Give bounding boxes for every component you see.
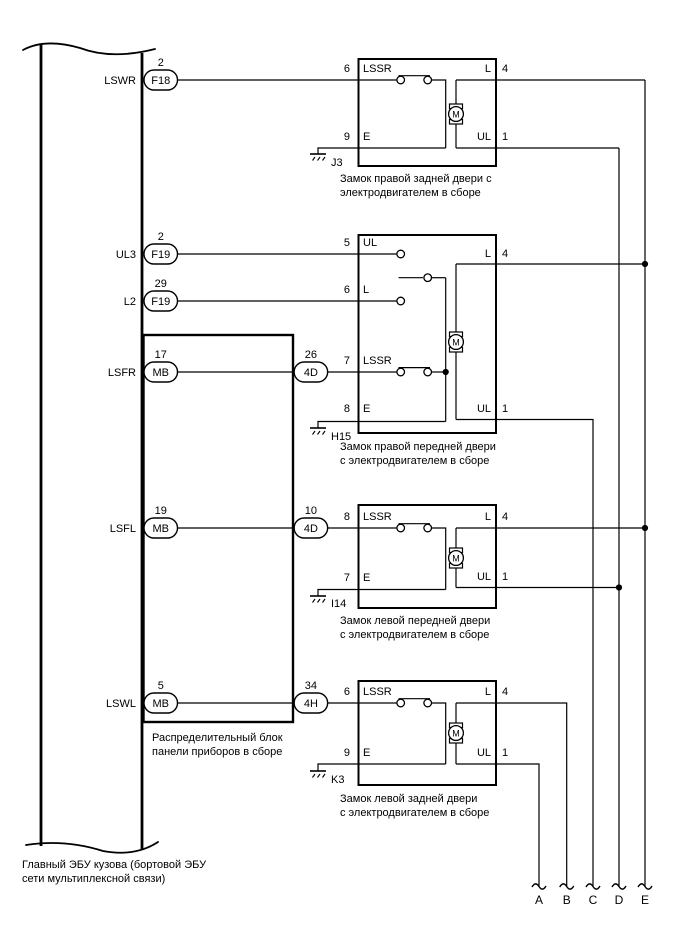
- connector-4d-lsfr-label: 4D: [303, 367, 318, 379]
- k3-pin-ul: UL: [476, 747, 491, 759]
- ground-h15-tick: [313, 431, 316, 435]
- connector-4h-lswl-pin: 34: [304, 680, 318, 692]
- ground-h15-tick: [323, 431, 326, 435]
- connector-f19-a-pin: 2: [157, 231, 164, 243]
- connector-mb-lsfr-label: MB: [152, 367, 169, 379]
- connector-f19-b-label: F19: [151, 296, 171, 308]
- connector-mb-lswl-label: MB: [152, 698, 169, 710]
- h15-pin-e: E: [363, 403, 371, 415]
- j3-pin-ul: UL: [476, 131, 491, 143]
- k3-pin-l: L: [484, 686, 491, 698]
- terminal-e-label: E: [640, 893, 650, 907]
- ground-j3-tick: [318, 157, 321, 161]
- switch-contact: [397, 297, 405, 305]
- h15-pin-l-right: L: [484, 248, 491, 260]
- i14-pin-1: 1: [502, 571, 509, 583]
- junction-dot: [642, 525, 648, 531]
- desc-j3-line1: Замок правой задней двери с: [340, 173, 492, 185]
- ecu-bottom-tear: [26, 842, 158, 853]
- motor-j3-label: M: [452, 109, 460, 120]
- connector-mb-lsfl-pin: 19: [154, 505, 167, 517]
- i14-pin-8: 8: [343, 511, 350, 523]
- ground-k3-tick: [318, 774, 321, 778]
- k3-ground-wire: [318, 764, 359, 771]
- i14-pin-e: E: [363, 572, 371, 584]
- connector-f18-label: F18: [151, 75, 171, 87]
- desc-junction-line2: панели приборов в сборе: [152, 746, 283, 758]
- signal-l2: L2: [123, 296, 136, 308]
- ground-i14-tick: [318, 599, 321, 603]
- desc-k3-line1: Замок левой задней двери: [340, 793, 478, 805]
- signal-lsfl: LSFL: [109, 523, 136, 535]
- h15-pin-ul-name: UL: [363, 237, 378, 249]
- h15-pin-1: 1: [502, 403, 509, 415]
- ground-j3-label: J3: [331, 157, 343, 169]
- connector-f19-b-pin: 29: [154, 278, 167, 290]
- ground-h15-label: H15: [331, 431, 352, 443]
- j3-switch-out: [432, 80, 446, 148]
- door-lock-block-h15: [359, 235, 497, 433]
- desc-j3-line2: электродвигателем в сборе: [340, 187, 481, 199]
- connector-mb-lswl-pin: 5: [157, 680, 164, 692]
- signal-lswl: LSWL: [106, 698, 136, 710]
- connector-mb-lsfl-label: MB: [152, 523, 169, 535]
- j3-pin-lssr: LSSR: [363, 63, 392, 75]
- connector-4d-lsfl-pin: 10: [304, 505, 318, 517]
- desc-k3-line2: с электродвигателем в сборе: [340, 807, 490, 819]
- i14-pin-lssr: LSSR: [363, 511, 392, 523]
- terminal-d-label: D: [614, 893, 624, 907]
- switch-contact: [424, 368, 432, 376]
- junction-dot: [642, 261, 648, 267]
- j3-ground-wire: [318, 148, 359, 154]
- j3-pin-1: 1: [502, 131, 509, 143]
- h15-pin-8: 8: [343, 403, 350, 415]
- signal-ul3: UL3: [115, 249, 136, 261]
- ground-j3-tick: [313, 157, 316, 161]
- switch-contact: [397, 250, 405, 258]
- switch-contact: [397, 368, 405, 376]
- desc-i14-line2: с электродвигателем в сборе: [340, 629, 490, 641]
- connector-4d-lsfr-pin: 26: [304, 349, 318, 361]
- switch-contact: [424, 699, 432, 707]
- desc-junction-line1: Распределительный блок: [152, 732, 283, 744]
- k3-pin-1: 1: [502, 747, 509, 759]
- ecu-top-tear: [23, 43, 155, 54]
- j3-pin-e: E: [363, 131, 371, 143]
- i14-ground-wire: [318, 590, 359, 597]
- h15-pin-6: 6: [343, 284, 350, 296]
- ground-k3-tick: [313, 774, 316, 778]
- i14-switch-out: [432, 528, 446, 590]
- ground-i14-tick: [323, 599, 326, 603]
- j3-pin-6: 6: [343, 63, 350, 75]
- switch-contact: [424, 524, 432, 532]
- h15-pin-l-name: L: [363, 284, 370, 296]
- desc-ecu-line2: сети мультиплексной связи): [22, 873, 166, 885]
- junction-dot: [443, 369, 449, 375]
- connector-mb-lsfr-pin: 17: [154, 349, 167, 361]
- j3-pin-4: 4: [502, 63, 509, 75]
- ground-j3-tick: [323, 157, 326, 161]
- j3-pin-l: L: [484, 63, 491, 75]
- i14-pin-4: 4: [502, 511, 509, 523]
- desc-h15-line1: Замок правой передней двери: [340, 441, 496, 453]
- switch-contact: [397, 524, 405, 532]
- h15-pin-ul-right: UL: [476, 403, 491, 415]
- connector-4h-lswl-label: 4H: [303, 698, 318, 710]
- signal-lsfr: LSFR: [107, 367, 136, 379]
- desc-ecu-line1: Главный ЭБУ кузова (бортовой ЭБУ: [22, 859, 207, 871]
- terminal-c-label: C: [588, 893, 598, 907]
- terminal-b-label: B: [562, 893, 571, 907]
- switch-contact: [424, 274, 432, 282]
- i14-pin-l: L: [484, 511, 491, 523]
- k3-pin-9: 9: [343, 747, 350, 759]
- switch-contact: [397, 699, 405, 707]
- k3-switch-out: [432, 703, 446, 764]
- k3-pin-4: 4: [502, 686, 509, 698]
- h15-pin-5: 5: [343, 237, 350, 249]
- h15-pin-7: 7: [343, 355, 350, 367]
- switch-contact: [397, 76, 405, 84]
- k3-pin-lssr: LSSR: [363, 686, 392, 698]
- h15-ground-wire: [318, 422, 359, 429]
- ground-i14-tick: [313, 599, 316, 603]
- i14-pin-ul: UL: [476, 571, 491, 583]
- ground-i14-label: I14: [331, 598, 347, 610]
- ground-k3-label: K3: [331, 774, 345, 786]
- k3-ul-wire: [456, 764, 539, 886]
- motor-h15-label: M: [452, 337, 460, 348]
- desc-h15-line2: с электродвигателем в сборе: [340, 455, 490, 467]
- terminal-a-label: A: [534, 893, 544, 907]
- door-lock-block-j3: [359, 59, 497, 166]
- ground-h15-tick: [318, 431, 321, 435]
- h15-pin-lssr: LSSR: [363, 355, 392, 367]
- k3-pin-6: 6: [343, 686, 350, 698]
- junction-dot: [616, 584, 622, 590]
- motor-k3-label: M: [452, 728, 460, 739]
- switch-contact: [424, 76, 432, 84]
- desc-i14-line1: Замок левой передней двери: [340, 615, 491, 627]
- connector-f18-pin: 2: [157, 57, 164, 69]
- connector-4d-lsfl-label: 4D: [303, 523, 318, 535]
- h15-pin-4: 4: [502, 248, 509, 260]
- motor-i14-label: M: [452, 553, 460, 564]
- i14-pin-7: 7: [343, 572, 350, 584]
- k3-pin-e: E: [363, 747, 371, 759]
- connector-f19-a-label: F19: [151, 249, 171, 261]
- ground-k3-tick: [323, 774, 326, 778]
- j3-pin-9: 9: [343, 131, 350, 143]
- signal-lswr: LSWR: [104, 75, 136, 87]
